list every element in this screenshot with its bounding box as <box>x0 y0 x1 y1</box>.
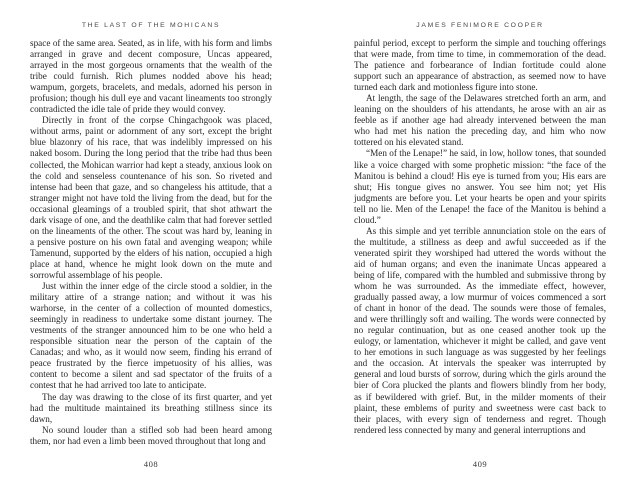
right-page-text <box>354 38 606 436</box>
page-number-right: 409 <box>472 459 488 469</box>
body-paragraph: space of the same area. Seated, as in life, with his form and limbs arranged in grave and decent composure, Uncas appeared, arrayed in the most gorgeous ornaments that the wealth of the tribe could furnish. Rich plumes nodded above his head; wampum, gorgets, bracelets, and medals, adorned his person in profusion; though his dull eye and vacant lineaments too strongly contradicted the idle tale of pride they would convey. <box>30 38 272 115</box>
body-paragraph: No sound louder than a stifled sob had been heard among them, nor had even a limb been moved throughout that long and <box>30 424 272 446</box>
right-page <box>354 0 606 487</box>
page-number-left: 408 <box>143 459 159 469</box>
body-paragraph: At length, the sage of the Delawares stretched forth an arm, and leaning on the shoulders of his attendants, he arose with an air as feeble as if another age had already intervened between the man who had met his nation the preceding day, and him who now tottered on his elevated stand. <box>354 93 606 148</box>
body-paragraph: “Men of the Lenape!” he said, in low, hollow tones, that sounded like a voice charged with some prophetic mission: “the face of the Manitou is behind a cloud! His eye is turned from you; His ears are shut; His tongue gives no answer. You see him not; yet His judgments are before you. Let your hearts be open and your spirits tell no lie. Men of the Lenape! the face of the Manitou is behind a cloud.” <box>354 148 606 225</box>
running-header-left: THE LAST OF THE MOHICANS <box>81 22 221 29</box>
running-header-right: JAMES FENIMORE COOPER <box>416 22 544 29</box>
body-paragraph: Just within the inner edge of the circle stood a soldier, in the military attire of a strange nation; and without it was his warhorse, in the center of a collection of mounted domestics, seemingly in readiness to undertake some distant journey. The vestments of the stranger announced him to be one who held a responsible situation near the person of the captain of the Canadas; and who, as it would now seem, finding his errand of peace frustrated by the fierce impetuosity of his allies, was content to become a silent and sad spectator of the fruits of a contest that he had arrived too late to anticipate. <box>30 281 272 391</box>
body-paragraph: As this simple and yet terrible annunciation stole on the ears of the multitude, a stillness as deep and awful succeeded as if the venerated spirit they worshiped had uttered the words without the aid of human organs; and even the inanimate Uncas appeared a being of life, compared with the humbled and submissive throng by whom he was surrounded. As the immediate effect, however, gradually passed away, a low murmur of voices commenced a sort of chant in honor of the dead. The sounds were those of females, and were thrillingly soft and wailing. The words were connected by no regular continuation, but as one ceased another took up the eulogy, or lamentation, whichever it might be called, and gave vent to her emotions in such language as was suggested by her feelings and the occasion. At intervals the speaker was interrupted by general and loud bursts of sorrow, during which the girls around the bier of Cora plucked the plants and flowers blindly from her body, as if bewildered with grief. But, in the milder moments of their plaint, these emblems of purity and sweetness were cast back to their places, with every sign of tenderness and regret. Though rendered less connected by many and general interruptions and <box>354 225 606 435</box>
body-paragraph: The day was drawing to the close of its first quarter, and yet had the multitude maintained its breathing stillness since its dawn, <box>30 391 272 424</box>
body-paragraph: Directly in front of the corpse Chingachgook was placed, without arms, paint or adornment of any sort, except the bright blue blazonry of his race, that was indelibly impressed on his naked bosom. During the long period that the tribe had thus been collected, the Mohican warrior had kept a steady, anxious look on the cold and senseless countenance of his son. So riveted and intense had been that gaze, and so changeless his attitude, that a stranger might not have told the living from the dead, but for the occasional gleamings of a troubled spirit, that shot athwart the dark visage of one, and the deathlike calm that had forever settled on the lineaments of the other. The scout was hard by, leaning in a pensive posture on his own fatal and avenging weapon; while Tamenund, supported by the elders of his nation, occupied a high place at hand, whence he might look down on the mute and sorrowful assemblage of his people. <box>30 115 272 280</box>
left-page <box>30 0 272 487</box>
left-page-text <box>30 38 272 447</box>
body-paragraph: painful period, except to perform the simple and touching offerings that were made, from time to time, in commemoration of the dead. The patience and forbearance of Indian fortitude could alone support such an appearance of abstraction, as seemed now to have turned each dark and motionless figure into stone. <box>354 38 606 93</box>
